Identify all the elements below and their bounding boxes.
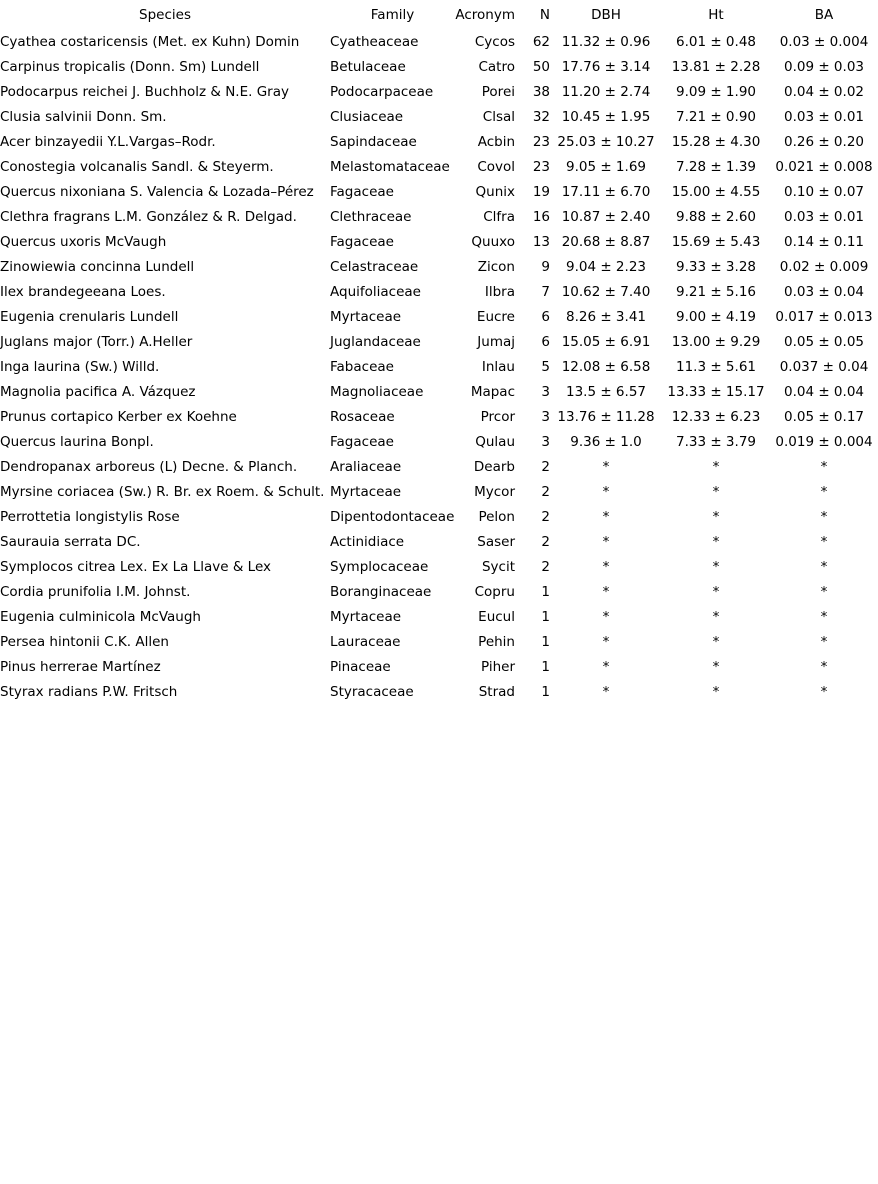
cell-family: Aquifoliaceae (330, 284, 421, 300)
cell-acronym: Strad (478, 684, 515, 700)
cell-n: 5 (541, 359, 550, 375)
cell-n: 2 (541, 534, 550, 550)
cell-ht: 7.28 ± 1.39 (675, 159, 756, 175)
cell-acronym: Saser (477, 534, 515, 550)
cell-dbh: 17.11 ± 6.70 (561, 184, 651, 200)
cell-dbh: 20.68 ± 8.87 (561, 234, 651, 250)
cell-acronym: Ilbra (484, 284, 515, 300)
table-row (0, 105, 878, 130)
cell-family: Podocarpaceae (330, 84, 434, 100)
table-row (0, 680, 878, 705)
table-row (0, 605, 878, 630)
cell-family: Dipentodontaceae (330, 509, 455, 525)
cell-ht: 12.33 ± 6.23 (671, 409, 761, 425)
cell-dbh: * (602, 559, 610, 575)
cell-family: Juglandaceae (330, 334, 421, 350)
cell-acronym: Prcor (480, 409, 515, 425)
cell-n: 13 (532, 234, 550, 250)
cell-ba: 0.09 ± 0.03 (783, 59, 864, 75)
cell-ht: 9.21 ± 5.16 (675, 284, 756, 300)
cell-dbh: 13.76 ± 11.28 (557, 409, 655, 425)
cell-acronym: Eucul (478, 609, 515, 625)
cell-n: 1 (541, 634, 550, 650)
cell-n: 2 (541, 484, 550, 500)
cell-acronym: Jumaj (477, 334, 515, 350)
cell-ba: * (820, 534, 828, 550)
cell-dbh: 9.36 ± 1.0 (570, 434, 642, 450)
cell-species: Quercus nixoniana S. Valencia & Lozada–Pérez (0, 184, 314, 200)
cell-species: Pinus herrerae Martínez (0, 659, 161, 675)
cell-n: 1 (541, 684, 550, 700)
cell-species: Clethra fragrans L.M. González & R. Delgad. (0, 209, 297, 225)
cell-ba: * (820, 684, 828, 700)
cell-acronym: Quuxo (471, 234, 515, 250)
cell-ba: 0.02 ± 0.009 (779, 259, 869, 275)
column-header-dbh: DBH (591, 6, 621, 23)
cell-n: 62 (532, 34, 550, 50)
table-row (0, 380, 878, 405)
table-row (0, 55, 878, 80)
cell-ht: * (712, 559, 720, 575)
cell-dbh: 15.05 ± 6.91 (561, 334, 651, 350)
table-row (0, 155, 878, 180)
cell-acronym: Mapac (470, 384, 515, 400)
cell-species: Clusia salvinii Donn. Sm. (0, 109, 167, 125)
cell-ba: 0.26 ± 0.20 (783, 134, 864, 150)
cell-ba: 0.05 ± 0.05 (783, 334, 864, 350)
cell-ba: 0.021 ± 0.008 (775, 159, 873, 175)
cell-species: Zinowiewia concinna Lundell (0, 259, 195, 275)
cell-ht: 11.3 ± 5.61 (675, 359, 756, 375)
table-row (0, 430, 878, 455)
cell-dbh: 11.20 ± 2.74 (561, 84, 651, 100)
cell-ht: * (712, 534, 720, 550)
cell-ht: 9.00 ± 4.19 (675, 309, 756, 325)
cell-species: Inga laurina (Sw.) Willd. (0, 359, 160, 375)
table-row (0, 355, 878, 380)
cell-acronym: Pehin (478, 634, 515, 650)
cell-family: Fagaceae (330, 184, 394, 200)
cell-dbh: 8.26 ± 3.41 (565, 309, 646, 325)
cell-ba: * (820, 609, 828, 625)
cell-family: Symplocaceae (330, 559, 429, 575)
cell-species: Cordia prunifolia I.M. Johnst. (0, 584, 191, 600)
cell-ba: 0.05 ± 0.17 (783, 409, 864, 425)
cell-species: Myrsine coriacea (Sw.) R. Br. ex Roem. & Schult. (0, 484, 325, 500)
cell-ht: * (712, 609, 720, 625)
cell-acronym: Dearb (473, 459, 515, 475)
cell-ba: * (820, 459, 828, 475)
table-row (0, 505, 878, 530)
cell-n: 16 (532, 209, 550, 225)
cell-family: Pinaceae (330, 659, 391, 675)
cell-ba: 0.04 ± 0.02 (783, 84, 864, 100)
table-row (0, 280, 878, 305)
cell-family: Fabaceae (330, 359, 394, 375)
cell-species: Prunus cortapico Kerber ex Koehne (0, 409, 237, 425)
cell-ba: 0.019 ± 0.004 (775, 434, 873, 450)
cell-family: Betulaceae (330, 59, 406, 75)
cell-family: Boranginaceae (330, 584, 432, 600)
cell-family: Styracaceae (330, 684, 414, 700)
cell-species: Cyathea costaricensis (Met. ex Kuhn) Domin (0, 34, 300, 50)
table-row (0, 305, 878, 330)
cell-acronym: Mycor (474, 484, 515, 500)
table-row (0, 555, 878, 580)
cell-family: Araliaceae (330, 459, 402, 475)
cell-dbh: 17.76 ± 3.14 (561, 59, 651, 75)
cell-ht: 7.33 ± 3.79 (675, 434, 756, 450)
table-row (0, 130, 878, 155)
cell-ht: 7.21 ± 0.90 (675, 109, 756, 125)
cell-dbh: * (602, 509, 610, 525)
cell-species: Conostegia volcanalis Sandl. & Steyerm. (0, 159, 274, 175)
cell-dbh: * (602, 634, 610, 650)
cell-n: 2 (541, 459, 550, 475)
cell-species: Ilex brandegeeana Loes. (0, 284, 166, 300)
cell-species: Symplocos citrea Lex. Ex La Llave & Lex (0, 559, 271, 575)
column-header-species: Species (139, 6, 191, 23)
cell-n: 6 (541, 309, 550, 325)
cell-dbh: * (602, 484, 610, 500)
cell-ht: 6.01 ± 0.48 (675, 34, 756, 50)
cell-n: 7 (541, 284, 550, 300)
cell-ba: * (820, 584, 828, 600)
cell-family: Magnoliaceae (330, 384, 424, 400)
cell-family: Rosaceae (330, 409, 395, 425)
cell-family: Fagaceae (330, 434, 394, 450)
cell-acronym: Covol (477, 159, 515, 175)
cell-ba: 0.03 ± 0.01 (783, 109, 864, 125)
cell-ht: 13.81 ± 2.28 (671, 59, 761, 75)
cell-ba: 0.04 ± 0.04 (783, 384, 864, 400)
cell-n: 2 (541, 559, 550, 575)
column-header-family: Family (370, 6, 415, 23)
cell-acronym: Cycos (474, 34, 515, 50)
cell-dbh: 12.08 ± 6.58 (561, 359, 651, 375)
table-row (0, 230, 878, 255)
cell-ht: * (712, 684, 720, 700)
cell-dbh: 10.45 ± 1.95 (561, 109, 651, 125)
cell-n: 23 (532, 134, 550, 150)
cell-acronym: Pelon (478, 509, 515, 525)
cell-acronym: Porei (481, 84, 515, 100)
cell-ht: 9.88 ± 2.60 (675, 209, 756, 225)
cell-species: Juglans major (Torr.) A.Heller (0, 334, 193, 350)
cell-ba: 0.03 ± 0.004 (779, 34, 869, 50)
cell-ht: * (712, 634, 720, 650)
cell-dbh: * (602, 659, 610, 675)
cell-dbh: 10.87 ± 2.40 (561, 209, 651, 225)
cell-n: 32 (532, 109, 550, 125)
cell-acronym: Sycit (481, 559, 515, 575)
cell-family: Melastomataceae (330, 159, 450, 175)
table-row (0, 255, 878, 280)
cell-ht: * (712, 659, 720, 675)
cell-dbh: * (602, 534, 610, 550)
cell-n: 3 (541, 409, 550, 425)
cell-family: Sapindaceae (330, 134, 417, 150)
cell-family: Myrtaceae (330, 484, 402, 500)
cell-species: Saurauia serrata DC. (0, 534, 141, 550)
cell-dbh: * (602, 684, 610, 700)
table-body (0, 30, 878, 705)
cell-n: 1 (541, 659, 550, 675)
cell-ba: * (820, 484, 828, 500)
cell-dbh: 25.03 ± 10.27 (557, 134, 655, 150)
cell-dbh: * (602, 609, 610, 625)
cell-n: 2 (541, 509, 550, 525)
cell-family: Myrtaceae (330, 609, 402, 625)
table-row (0, 655, 878, 680)
cell-species: Quercus uxoris McVaugh (0, 234, 167, 250)
cell-acronym: Inlau (481, 359, 515, 375)
cell-acronym: Piher (480, 659, 515, 675)
cell-ba: * (820, 509, 828, 525)
cell-ht: * (712, 584, 720, 600)
cell-species: Podocarpus reichei J. Buchholz & N.E. Gray (0, 84, 289, 100)
cell-n: 9 (541, 259, 550, 275)
cell-n: 23 (532, 159, 550, 175)
cell-ba: 0.03 ± 0.01 (783, 209, 864, 225)
cell-n: 3 (541, 434, 550, 450)
cell-acronym: Acbin (477, 134, 515, 150)
cell-species: Eugenia crenularis Lundell (0, 309, 179, 325)
table-row (0, 580, 878, 605)
header-row (0, 0, 878, 30)
cell-acronym: Clsal (482, 109, 515, 125)
cell-species: Perrottetia longistylis Rose (0, 509, 180, 525)
cell-acronym: Copru (474, 584, 515, 600)
cell-ht: 15.28 ± 4.30 (671, 134, 761, 150)
table-row (0, 480, 878, 505)
cell-n: 50 (532, 59, 550, 75)
table-row (0, 630, 878, 655)
cell-ht: 15.69 ± 5.43 (671, 234, 761, 250)
cell-ht: * (712, 484, 720, 500)
cell-species: Acer binzayedii Y.L.Vargas–Rodr. (0, 134, 216, 150)
table-row (0, 80, 878, 105)
cell-acronym: Qunix (475, 184, 515, 200)
cell-n: 3 (541, 384, 550, 400)
cell-species: Carpinus tropicalis (Donn. Sm) Lundell (0, 59, 260, 75)
table-row (0, 30, 878, 55)
cell-acronym: Clfra (483, 209, 515, 225)
cell-ba: 0.10 ± 0.07 (783, 184, 864, 200)
column-header-acronym: Acronym (455, 6, 515, 23)
column-header-ba: BA (814, 6, 834, 23)
cell-family: Clusiaceae (330, 109, 404, 125)
cell-dbh: * (602, 459, 610, 475)
cell-family: Cyatheaceae (330, 34, 419, 50)
cell-species: Eugenia culminicola McVaugh (0, 609, 201, 625)
cell-ht: 9.09 ± 1.90 (675, 84, 756, 100)
cell-species: Dendropanax arboreus (L) Decne. & Planch. (0, 459, 298, 475)
cell-acronym: Catro (478, 59, 515, 75)
cell-family: Celastraceae (330, 259, 419, 275)
cell-dbh: 9.05 ± 1.69 (565, 159, 646, 175)
cell-dbh: 10.62 ± 7.40 (561, 284, 651, 300)
cell-ht: * (712, 459, 720, 475)
cell-family: Fagaceae (330, 234, 394, 250)
cell-family: Lauraceae (330, 634, 401, 650)
cell-acronym: Zicon (477, 259, 515, 275)
cell-species: Styrax radians P.W. Fritsch (0, 684, 178, 700)
cell-ba: * (820, 634, 828, 650)
cell-ba: 0.14 ± 0.11 (783, 234, 864, 250)
cell-acronym: Qulau (475, 434, 515, 450)
cell-dbh: * (602, 584, 610, 600)
table-row (0, 455, 878, 480)
table-header (0, 0, 878, 30)
table-row (0, 205, 878, 230)
cell-family: Myrtaceae (330, 309, 402, 325)
cell-n: 6 (541, 334, 550, 350)
column-header-ht: Ht (708, 6, 724, 23)
column-header-n: N (539, 6, 550, 23)
table-row (0, 405, 878, 430)
cell-ba: 0.03 ± 0.04 (783, 284, 864, 300)
cell-ba: 0.037 ± 0.04 (779, 359, 869, 375)
cell-n: 1 (541, 584, 550, 600)
cell-ba: 0.017 ± 0.013 (775, 309, 873, 325)
cell-ht: 13.00 ± 9.29 (671, 334, 761, 350)
cell-n: 1 (541, 609, 550, 625)
cell-family: Clethraceae (330, 209, 412, 225)
cell-dbh: 11.32 ± 0.96 (561, 34, 651, 50)
cell-acronym: Eucre (476, 309, 515, 325)
cell-species: Persea hintonii C.K. Allen (0, 634, 169, 650)
cell-species: Magnolia pacifica A. Vázquez (0, 384, 196, 400)
cell-dbh: 13.5 ± 6.57 (565, 384, 646, 400)
cell-dbh: 9.04 ± 2.23 (565, 259, 646, 275)
table-row (0, 330, 878, 355)
cell-ht: * (712, 509, 720, 525)
table-row (0, 530, 878, 555)
cell-family: Actinidiace (330, 534, 405, 550)
cell-ht: 9.33 ± 3.28 (675, 259, 756, 275)
cell-ba: * (820, 559, 828, 575)
cell-n: 38 (532, 84, 550, 100)
cell-ht: 15.00 ± 4.55 (671, 184, 761, 200)
cell-ba: * (820, 659, 828, 675)
cell-n: 19 (532, 184, 550, 200)
table-row (0, 180, 878, 205)
cell-species: Quercus laurina Bonpl. (0, 434, 154, 450)
cell-ht: 13.33 ± 15.17 (667, 384, 765, 400)
